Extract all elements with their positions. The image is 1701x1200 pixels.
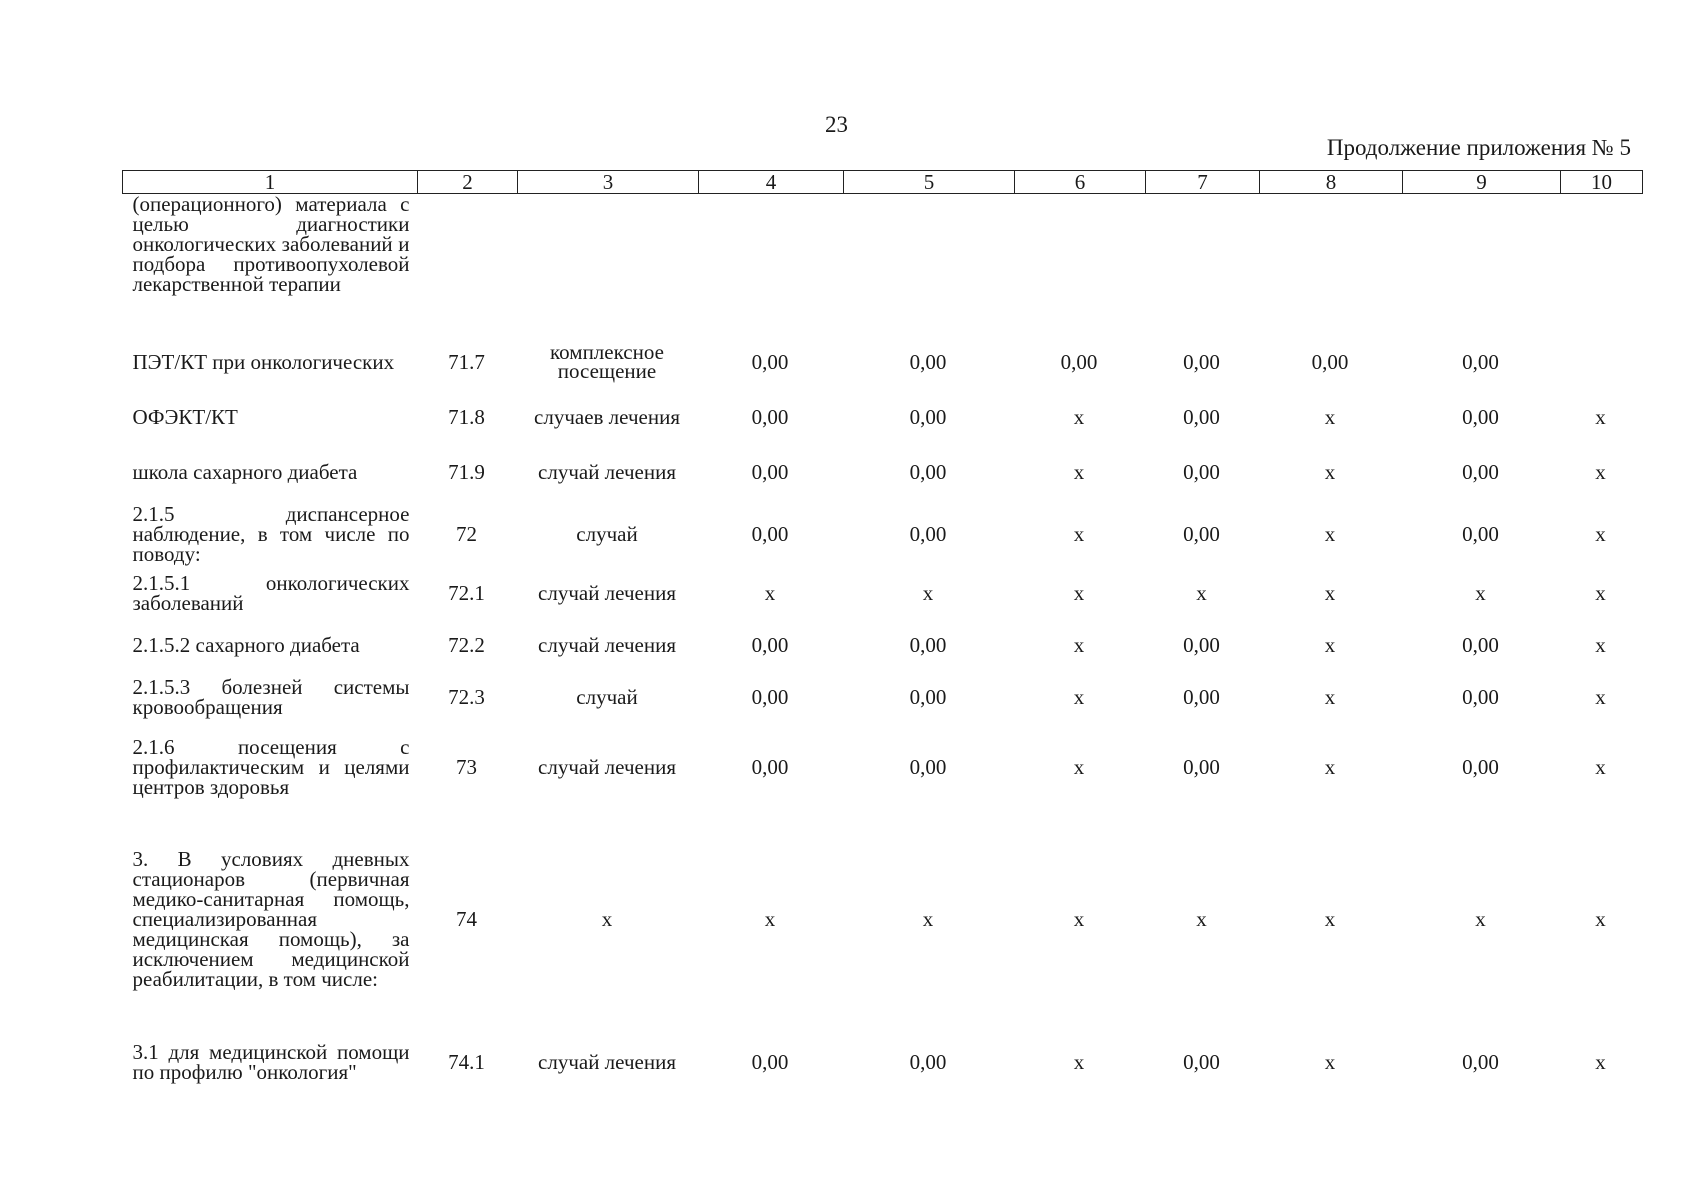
cell-col4: 0,00 (751, 350, 789, 374)
table-row (123, 194, 1643, 335)
row-unit: случай лечения (538, 580, 676, 605)
cell-col10: x (1595, 522, 1606, 546)
cell-col5: 0,00 (909, 685, 947, 709)
row-unit: случай лечения (538, 754, 676, 779)
cell-col7: 0,00 (1183, 1050, 1220, 1074)
cell-col5: 0,00 (909, 522, 947, 546)
row-code: 72 (456, 522, 477, 546)
cell-col9 (1403, 194, 1561, 335)
cell-col5: 0,00 (909, 755, 947, 779)
cell-col10: x (1595, 755, 1606, 779)
cell-col10: x (1595, 907, 1606, 931)
cell-col4: 0,00 (751, 633, 789, 657)
cell-col4: 0,00 (751, 755, 789, 779)
column-header: 8 (1260, 171, 1403, 194)
cell-col6: x (1073, 1050, 1085, 1074)
cell-col7: x (1196, 581, 1207, 605)
row-name: 2.1.5.1 онкологических заболеваний (132, 571, 410, 615)
cell-col6: x (1073, 581, 1085, 605)
column-header: 9 (1403, 171, 1561, 194)
row-code: 72.2 (448, 633, 485, 657)
column-header: 4 (699, 171, 844, 194)
cell-col7: 0,00 (1183, 755, 1220, 779)
cell-col10: x (1595, 1050, 1606, 1074)
row-code: 71.7 (448, 350, 485, 374)
cell-col8: x (1324, 522, 1336, 546)
cell-col7: 0,00 (1183, 685, 1220, 709)
row-code: 73 (456, 755, 477, 779)
cell-col4: 0,00 (751, 685, 789, 709)
row-name: 2.1.5 диспансерное наблюдение, в том числе по поводу: (132, 502, 410, 566)
cell-col5 (844, 194, 1015, 335)
row-code: 71.9 (448, 460, 485, 484)
cell-col4: 0,00 (751, 1050, 789, 1074)
column-header: 7 (1146, 171, 1260, 194)
row-name: 2.1.6 посещения с профилактическим и целями центров здоровья (132, 735, 410, 799)
cell-col5: 0,00 (909, 1050, 947, 1074)
table-row (123, 500, 1643, 568)
cell-col8: x (1324, 907, 1336, 931)
row-unit: x (601, 906, 613, 931)
table-row (123, 390, 1643, 444)
cell-col7: 0,00 (1183, 633, 1220, 657)
row-code: 74.1 (448, 1050, 485, 1074)
cell-col8: x (1324, 755, 1336, 779)
row-unit: случай лечения (538, 1049, 676, 1074)
table-row (123, 334, 1643, 390)
cell-col6: x (1073, 685, 1085, 709)
table-row (123, 812, 1643, 1026)
cell-col4 (699, 194, 844, 335)
row-unit: случай лечения (538, 459, 676, 484)
cell-col7: 0,00 (1183, 522, 1220, 546)
row-unit: случай лечения (538, 632, 676, 657)
column-header: 6 (1015, 171, 1146, 194)
row-code: 74 (456, 907, 477, 931)
cell-col8: x (1324, 1050, 1336, 1074)
row-name: (операционного) материала с целью диагностики онкологических заболеваний и подбора противоопухолевой лекарственной терапии (132, 192, 410, 296)
row-code: 72.3 (448, 685, 485, 709)
row-name: 2.1.5.2 сахарного диабета (132, 633, 360, 657)
cell-col8: x (1324, 405, 1336, 429)
cell-col6: x (1073, 633, 1085, 657)
cell-col4: 0,00 (751, 522, 789, 546)
column-header: 10 (1561, 171, 1643, 194)
cell-col6: 0,00 (1060, 350, 1098, 374)
row-name: 2.1.5.3 болезней системы кровообращения (132, 675, 410, 719)
cell-col6: x (1073, 907, 1085, 931)
table-row (123, 672, 1643, 722)
row-name: ПЭТ/КТ при онкологических (132, 350, 395, 374)
cell-col5: 0,00 (909, 460, 947, 484)
table-row (123, 444, 1643, 500)
cell-col9: 0,00 (1462, 755, 1499, 779)
cell-col9: x (1475, 907, 1486, 931)
cell-col6: x (1073, 405, 1085, 429)
row-name: 3. В условиях дневных стационаров (первичная медико-санитарная помощь, специализированная медицинская помощь), за исключением медицинской реабилитации, в том числе: (132, 847, 410, 991)
cell-col6: x (1073, 522, 1085, 546)
cell-col5: 0,00 (909, 633, 947, 657)
table-row (123, 1026, 1643, 1098)
cell-col9: 0,00 (1462, 1050, 1499, 1074)
cell-col8: 0,00 (1311, 350, 1349, 374)
cell-col9: 0,00 (1462, 460, 1499, 484)
cell-col5: 0,00 (909, 405, 947, 429)
cell-col10: x (1595, 685, 1606, 709)
cell-col9: 0,00 (1462, 405, 1499, 429)
cell-col8: x (1324, 633, 1336, 657)
cell-col5: 0,00 (909, 350, 947, 374)
table-row (123, 568, 1643, 618)
column-header: 5 (844, 171, 1015, 194)
cell-col4: x (764, 907, 776, 931)
cell-col10: x (1595, 460, 1606, 484)
row-unit: случай (576, 684, 638, 709)
row-code (418, 194, 518, 335)
cell-col4: 0,00 (751, 405, 789, 429)
cell-col9: 0,00 (1462, 350, 1499, 374)
row-name: 3.1 для медицинской помощи по профилю "онкология" (132, 1040, 410, 1084)
row-unit: комплексное посещение (550, 340, 664, 383)
row-unit: случай (576, 521, 638, 546)
table-body (123, 194, 1643, 1099)
cell-col8 (1260, 194, 1403, 335)
row-unit: случаев лечения (534, 404, 680, 429)
column-header: 3 (518, 171, 699, 194)
cell-col10: x (1595, 633, 1606, 657)
table-row (123, 618, 1643, 672)
header-row (123, 171, 1643, 194)
cell-col5: x (922, 581, 934, 605)
cell-col5: x (922, 907, 934, 931)
cell-col7 (1146, 194, 1260, 335)
cell-col7: x (1196, 907, 1207, 931)
cell-col8: x (1324, 581, 1336, 605)
data-table (122, 170, 1643, 1098)
cell-col7: 0,00 (1183, 405, 1220, 429)
cell-col10: x (1595, 405, 1606, 429)
cell-col10 (1561, 334, 1643, 390)
cell-col4: x (764, 581, 776, 605)
page-number: 23 (825, 112, 848, 137)
cell-col9: 0,00 (1462, 685, 1499, 709)
column-header: 2 (418, 171, 518, 194)
row-code: 71.8 (448, 405, 485, 429)
column-header: 1 (123, 171, 418, 194)
row-unit (518, 194, 699, 335)
row-name: ОФЭКТ/КТ (132, 405, 238, 429)
row-name: школа сахарного диабета (132, 460, 358, 484)
cell-col8: x (1324, 685, 1336, 709)
cell-col6: x (1073, 755, 1085, 779)
row-code: 72.1 (448, 581, 485, 605)
cell-col9: x (1475, 581, 1486, 605)
cell-col9: 0,00 (1462, 522, 1499, 546)
cell-col9: 0,00 (1462, 633, 1499, 657)
cell-col6: x (1073, 460, 1085, 484)
continuation-title: Продолжение приложения № 5 (1326, 135, 1631, 160)
cell-col4: 0,00 (751, 460, 789, 484)
cell-col10 (1561, 194, 1643, 335)
cell-col8: x (1324, 460, 1336, 484)
cell-col10: x (1595, 581, 1606, 605)
cell-col7: 0,00 (1183, 350, 1220, 374)
table-header (123, 171, 1643, 194)
table-row (123, 722, 1643, 812)
cell-col7: 0,00 (1183, 460, 1220, 484)
cell-col6 (1015, 194, 1146, 335)
